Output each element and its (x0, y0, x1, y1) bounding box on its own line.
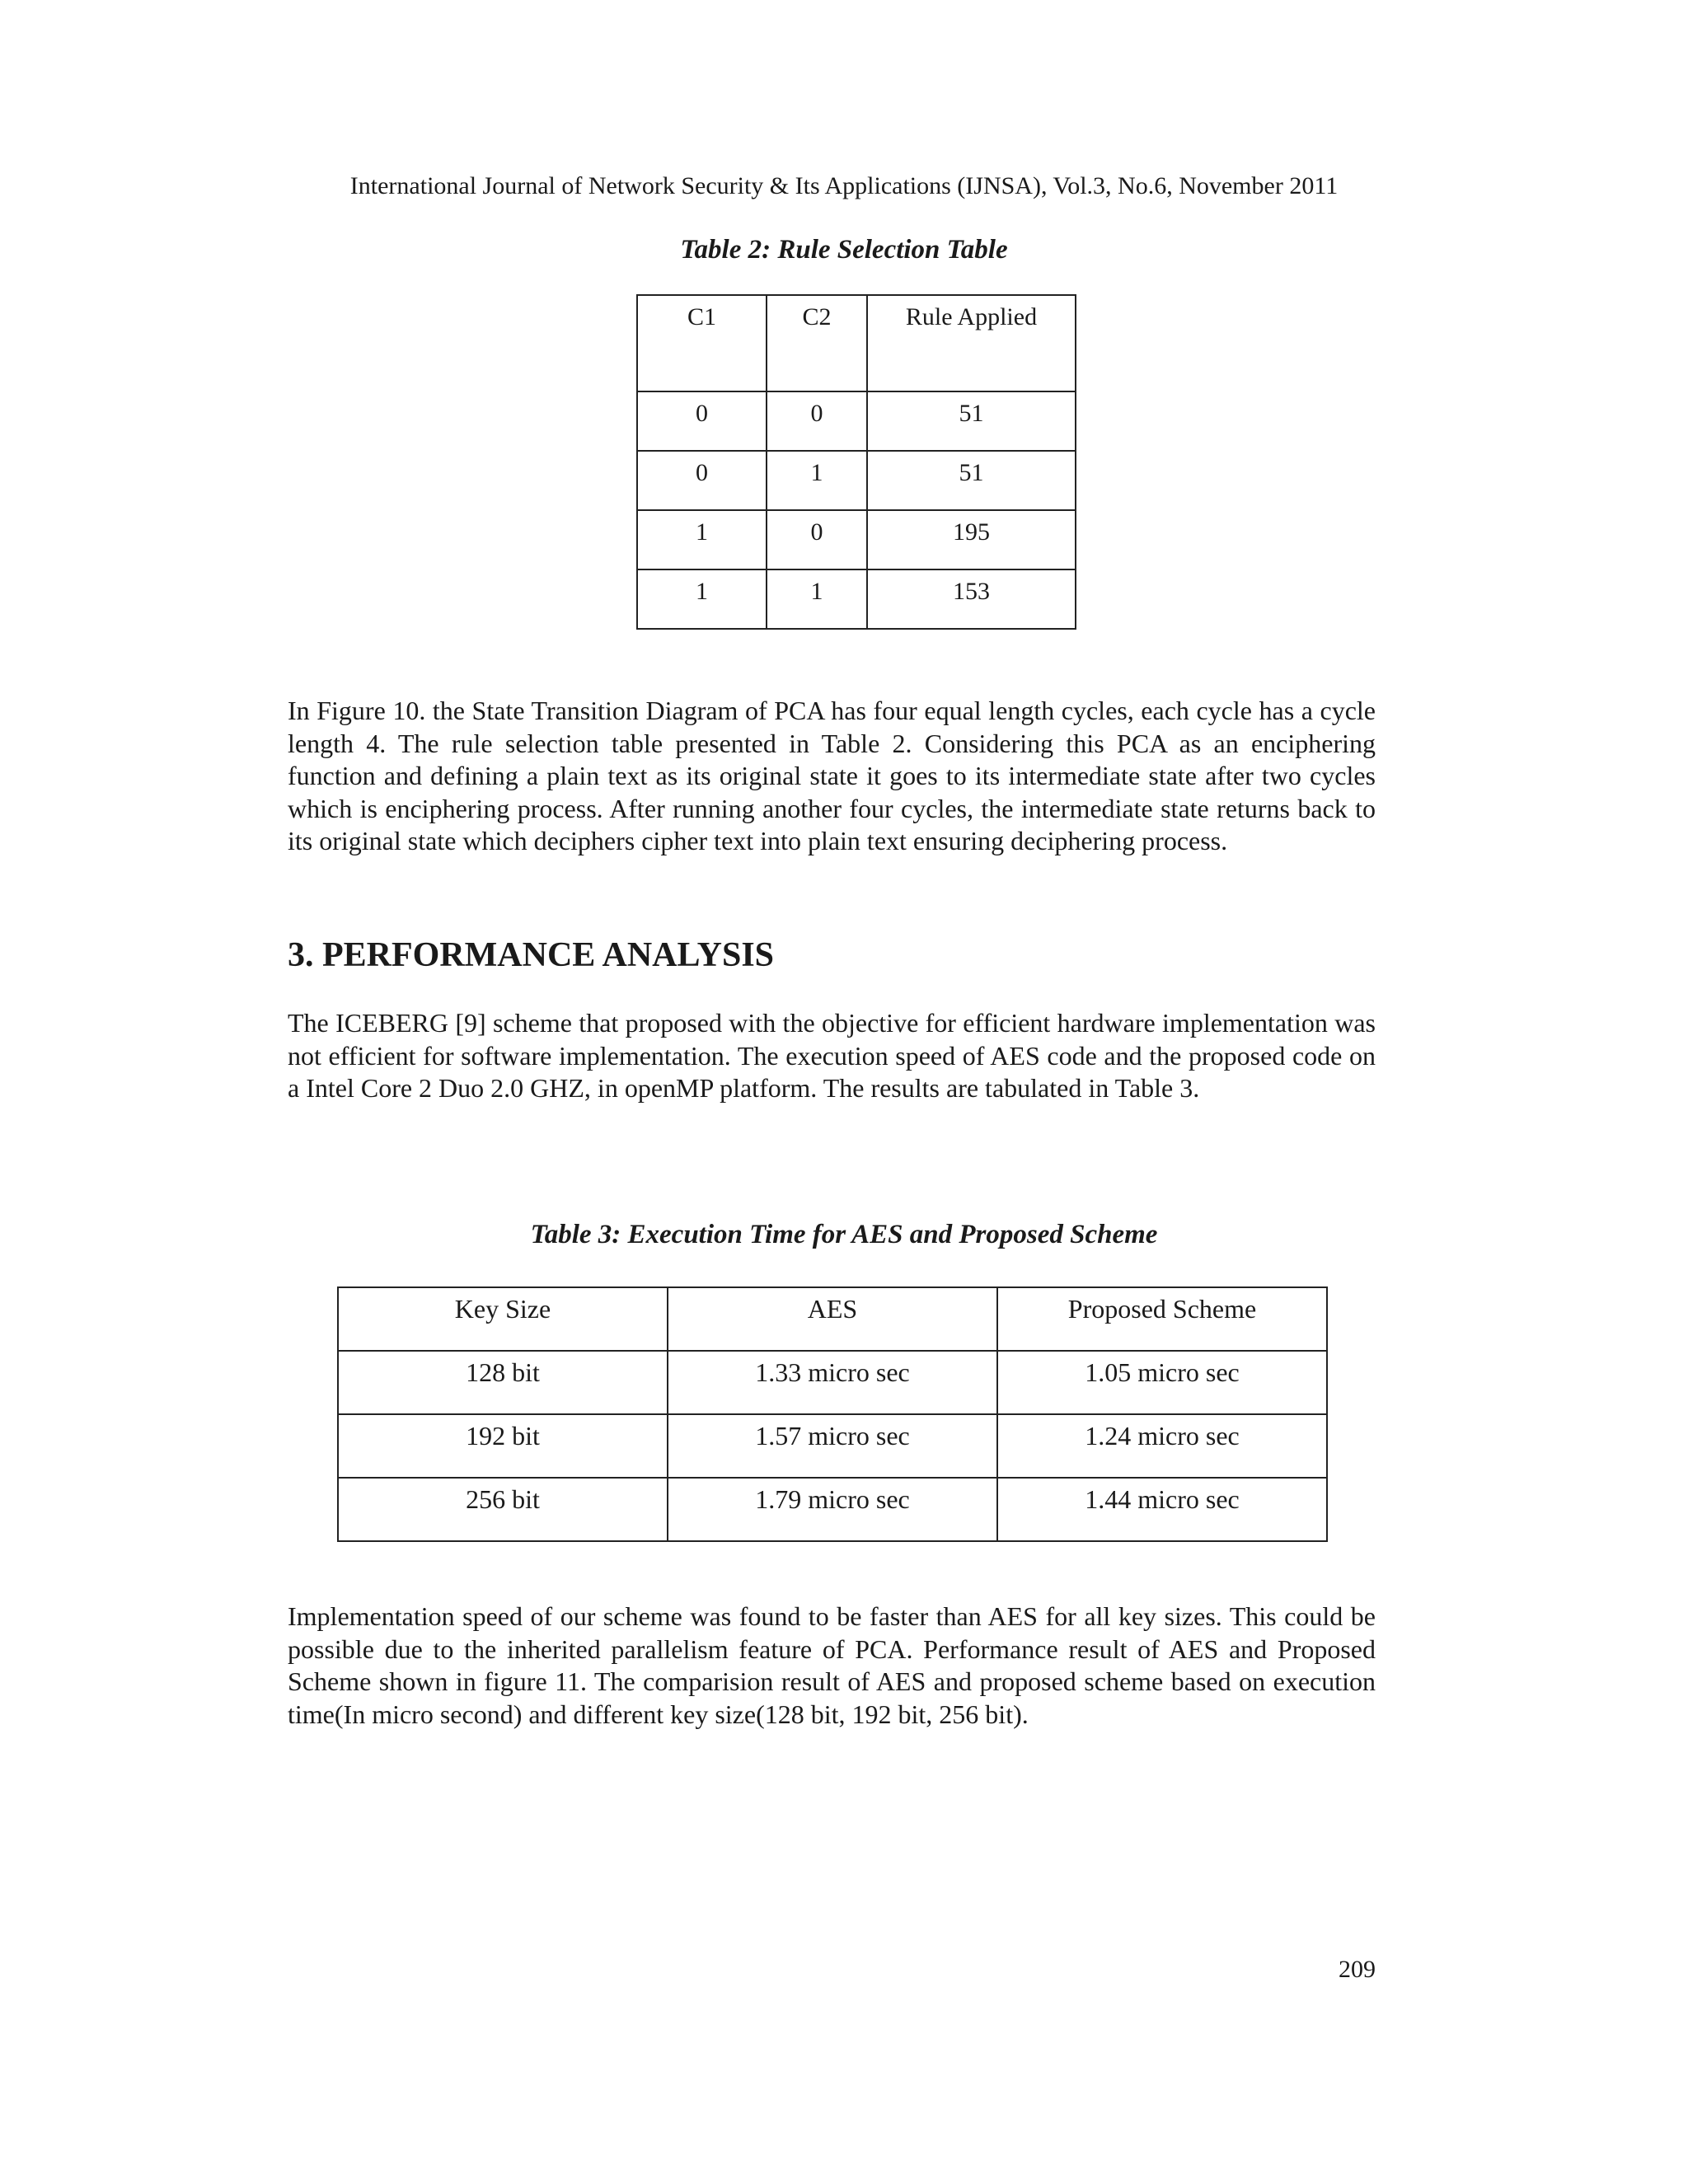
table-cell: 153 (867, 569, 1076, 629)
paragraph-iceberg: The ICEBERG [9] scheme that proposed with the objective for efficient hardware implementation was not efficient for software implementation. The execution speed of AES code and the proposed code on a Intel Core 2 Duo 2.0 GHZ, in openMP platform. The results are tabulated in Table 3. (288, 1008, 1376, 1103)
table-cell: 256 bit (338, 1478, 668, 1541)
table-cell: 1 (767, 451, 867, 510)
execution-time-table (337, 1286, 1328, 1542)
table-cell: 1.24 micro sec (997, 1414, 1327, 1478)
table-cell: 1 (767, 569, 867, 629)
table3-caption: Table 3: Execution Time for AES and Proposed Scheme (530, 1220, 1158, 1249)
table-cell: 1.33 micro sec (668, 1351, 997, 1414)
table-row (637, 510, 1076, 569)
table-cell: 195 (867, 510, 1076, 569)
table-cell: 1.05 micro sec (997, 1351, 1327, 1414)
table-header-cell: C2 (767, 295, 867, 391)
page-number: 209 (1339, 1956, 1376, 1983)
table-cell: 51 (867, 391, 1076, 451)
table2-caption: Table 2: Rule Selection Table (680, 235, 1008, 265)
section-heading: 3. PERFORMANCE ANALYSIS (288, 936, 775, 974)
paragraph-state-transition: In Figure 10. the State Transition Diagram of PCA has four equal length cycles, each cycle has a cycle length 4. The rule selection table presented in Table 2. Considering this PCA as an enciphering function and defining a plain text as its original state it goes to its intermediate state after two cycles which is enciphering process. After running another four cycles, the intermediate state returns back to its original state which deciphers cipher text into plain text ensuring deciphering process. (288, 696, 1376, 855)
rule-selection-table (636, 294, 1076, 630)
table-header-cell: Rule Applied (867, 295, 1076, 391)
table-header-cell: Proposed Scheme (997, 1287, 1327, 1351)
table-row (338, 1478, 1327, 1541)
table-header-row (338, 1287, 1327, 1351)
table-row (338, 1414, 1327, 1478)
table-row (637, 391, 1076, 451)
table-row (637, 569, 1076, 629)
table-header-cell: C1 (637, 295, 767, 391)
table-header-row (637, 295, 1076, 391)
table-row (637, 451, 1076, 510)
table-header-cell: AES (668, 1287, 997, 1351)
table-header-cell: Key Size (338, 1287, 668, 1351)
table-row (338, 1351, 1327, 1414)
table-cell: 0 (637, 451, 767, 510)
table-cell: 0 (767, 510, 867, 569)
table-cell: 0 (637, 391, 767, 451)
table-cell: 192 bit (338, 1414, 668, 1478)
table-cell: 128 bit (338, 1351, 668, 1414)
paragraph-implementation-speed: Implementation speed of our scheme was found to be faster than AES for all key sizes. This could be possible due to the inherited parallelism feature of PCA. Performance result of AES and Proposed Scheme shown in figure 11. The comparision result of AES and proposed scheme based on execution time(In micro second) and different key size(128 bit, 192 bit, 256 bit). (288, 1601, 1376, 1729)
table-cell: 0 (767, 391, 867, 451)
table-cell: 1 (637, 569, 767, 629)
table-cell: 1 (637, 510, 767, 569)
table-cell: 1.79 micro sec (668, 1478, 997, 1541)
table-cell: 1.44 micro sec (997, 1478, 1327, 1541)
table-cell: 1.57 micro sec (668, 1414, 997, 1478)
table-cell: 51 (867, 451, 1076, 510)
running-header: International Journal of Network Security & Its Applications (IJNSA), Vol.3, No.6, November 2011 (349, 172, 1339, 199)
